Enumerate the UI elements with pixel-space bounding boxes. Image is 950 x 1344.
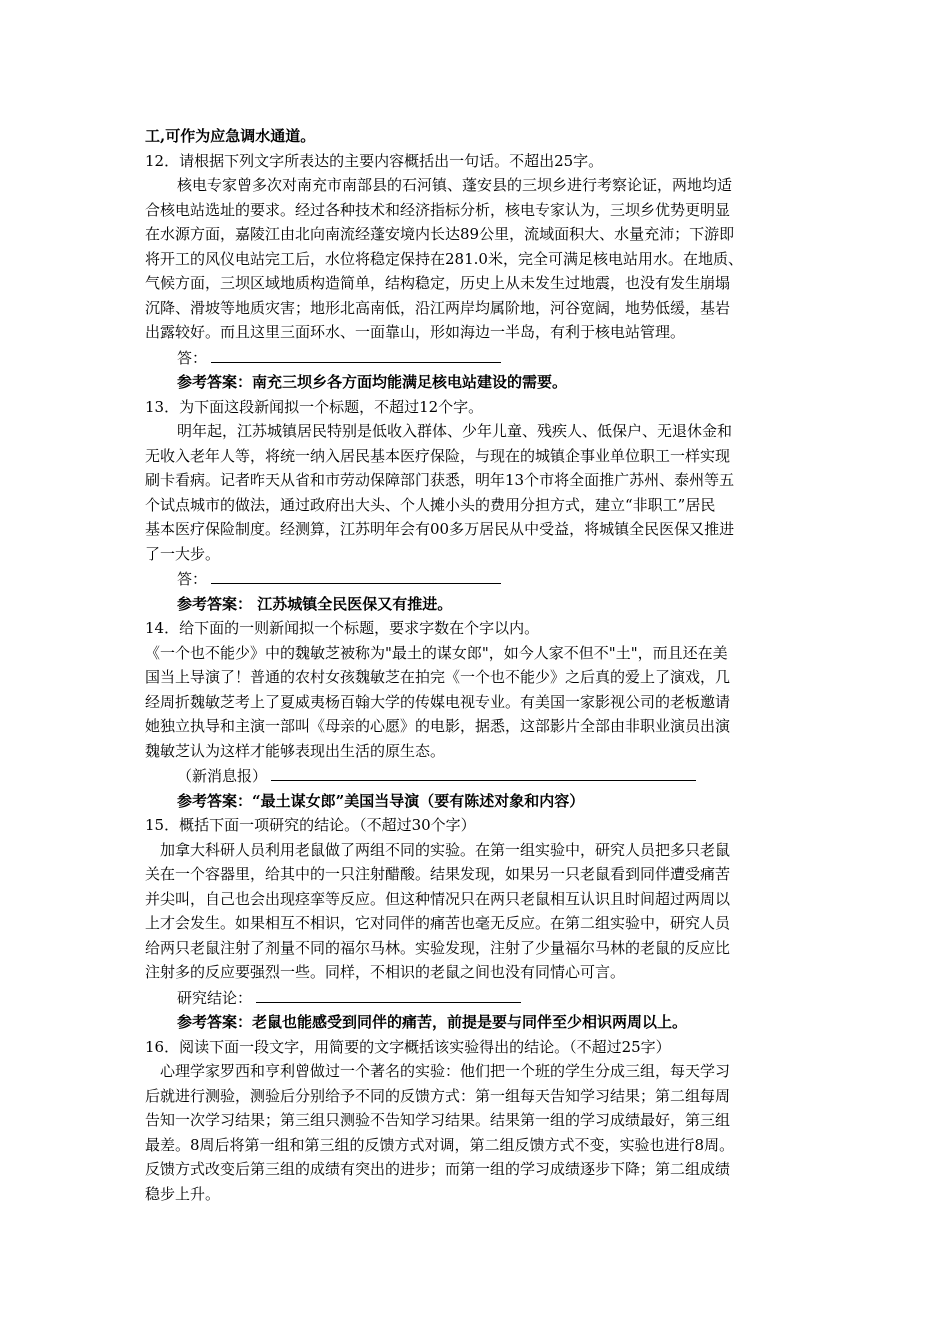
passage-line: 给两只老鼠注射了剂量不同的福尔马林。实验发现，注射了少量福尔马林的老鼠的反应比	[145, 938, 731, 957]
answer-row-13	[145, 566, 825, 592]
passage-12	[145, 173, 825, 345]
answer-row-12	[145, 345, 825, 371]
passage-line: 经周折魏敏芝考上了夏威夷杨百翰大学的传媒电视专业。有美国一家影视公司的老板邀请	[145, 692, 731, 711]
passage-line: 关在一个容器里，给其中的一只注射醋酸。结果发现，如果另一只老鼠看到同伴遭受痛苦	[145, 865, 731, 883]
passage-line: 合核电站选址的要求。经过各种技术和经济指标分析，核电专家认为，三坝乡优势更明显	[145, 200, 731, 219]
answer-row-15	[145, 985, 825, 1011]
passage-line: 反馈方式改变后第三组的成绩有突出的进步；而第一组的学习成绩逐步下降；第二组成绩	[145, 1160, 731, 1178]
reference-answer-12: 参考答案：南充三坝乡各方面均能满足核电站建设的需要。	[177, 373, 568, 391]
question-13: 13．为下面这段新闻拟一个标题，不超过12个字。	[145, 397, 484, 416]
answer-row-14	[145, 763, 825, 789]
passage-line: 她独立执导和主演一部叫《母亲的心愿》的电影，据悉，这部影片全部由非职业演员出演	[145, 717, 731, 735]
passage-line: 将开工的风仪电站完工后，水位将稳定保持在281.0米，完全可满足核电站用水。在地质、	[145, 249, 743, 268]
passage-line: 刷卡看病。记者昨天从省和市劳动保障部门获悉，明年13个市将全面推广苏州、泰州等五	[145, 471, 735, 489]
passage-14	[145, 641, 825, 764]
question-15: 15．概括下面一项研究的结论。（不超过30个字）	[145, 816, 476, 834]
passage-15	[145, 838, 825, 985]
reference-answer-14: 参考答案：“最土谋女郎”美国当导演（要有陈述对象和内容）	[177, 791, 585, 810]
passage-line: 告知一次学习结果；第三组只测验不告知学习结果。结果第一组的学习成绩最好，第三组	[145, 1111, 731, 1129]
passage-line: 基本医疗保险制度。经测算，江苏明年会有00多万居民从中受益，将城镇全民医保又推进	[145, 520, 735, 538]
answer-label: （新消息报）	[177, 767, 268, 785]
intro-line: 工,可作为应急调水通道。	[145, 127, 316, 145]
passage-line: 国当上导演了！普通的农村女孩魏敏芝在拍完《一个也不能少》之后真的爱上了演戏，几	[145, 668, 731, 686]
question-12: 12．请根据下列文字所表达的主要内容概括出一句话。不超出25字。	[145, 151, 604, 170]
passage-line: 沉降、滑坡等地质灾害；地形北高南低，沿江两岸均属阶地，河谷宽阔，地势低缓，基岩	[145, 298, 731, 317]
passage-line: 稳步上升。	[145, 1184, 221, 1203]
document-body	[145, 124, 825, 1206]
passage-line: 加拿大科研人员利用老鼠做了两组不同的实验。在第一组实验中，研究人员把多只老鼠	[160, 840, 731, 859]
answer-label: 答：	[177, 570, 208, 588]
passage-line: 出露较好。而且这里三面环水、一面靠山，形如海边一半岛，有利于核电站管理。	[145, 323, 686, 341]
passage-line: 后就进行测验，测验后分别给予不同的反馈方式：第一组每天告知学习结果；第二组每周	[145, 1086, 731, 1105]
passage-line: 明年起，江苏城镇居民特别是低收入群体、少年儿童、残疾人、低保户、无退休金和	[177, 422, 733, 440]
passage-16	[145, 1059, 825, 1206]
passage-line: 并尖叫，自己也会出现痉挛等反应。但这种情况只在两只老鼠相互认识且时间超过两周以	[145, 889, 731, 908]
question-16: 16．阅读下面一段文字，用简要的文字概括该实验得出的结论。（不超过25字）	[145, 1037, 671, 1056]
answer-label: 答：	[177, 348, 208, 367]
answer-label: 研究结论：	[177, 988, 253, 1007]
passage-line: 注射多的反应要强烈一些。同样，不相识的老鼠之间也没有同情心可言。	[145, 963, 626, 981]
passage-line: 气候方面，三坝区域地质构造简单，结构稳定，历史上从未发生过地震，也没有发生崩塌	[145, 274, 731, 292]
passage-line: 上才会发生。如果相互不相识，它对同伴的痛苦也毫无反应。在第二组实验中，研究人员	[145, 914, 731, 932]
passage-line: 在水源方面，嘉陵江由北向南流经蓬安境内长达89公里，流域面积大、水量充沛；下游即	[145, 225, 735, 243]
passage-line: 无收入老年人等，将统一纳入居民基本医疗保险，与现在的城镇企事业单位职工一样实现	[145, 446, 731, 465]
passage-13	[145, 419, 825, 566]
passage-line: 最差。8周后将第一组和第三组的反馈方式对调，第二组反馈方式不变，实验也进行8周。	[145, 1135, 735, 1154]
passage-line: 魏敏芝认为这样才能够表现出生活的原生态。	[145, 741, 446, 760]
passage-line: 《一个也不能少》中的魏敏芝被称为"最土的谋女郎"，如今人家不但不"土"，而且还在美	[145, 643, 728, 662]
reference-answer-13: 参考答案： 江苏城镇全民医保又有推进。	[177, 594, 453, 613]
passage-line: 核电专家曾多次对南充市南部县的石河镇、蓬安县的三坝乡进行考察论证，两地均适	[177, 176, 733, 194]
passage-line: 了一大步。	[145, 544, 221, 563]
answer-blank-14[interactable]	[271, 763, 696, 781]
reference-answer-15: 参考答案：老鼠也能感受到同伴的痛苦，前提是要与同伴至少相识两周以上。	[177, 1013, 688, 1031]
passage-line: 心理学家罗西和亨利曾做过一个著名的实验：他们把一个班的学生分成三组，每天学习	[160, 1062, 731, 1080]
answer-blank-12[interactable]	[211, 345, 501, 363]
answer-blank-15[interactable]	[256, 985, 521, 1003]
question-14: 14．给下面的一则新闻拟一个标题，要求字数在个字以内。	[145, 619, 540, 637]
passage-line: 个试点城市的做法，通过政府出大头、个人摊小头的费用分担方式，建立“非职工”居民	[145, 495, 716, 514]
answer-blank-13[interactable]	[211, 566, 501, 584]
